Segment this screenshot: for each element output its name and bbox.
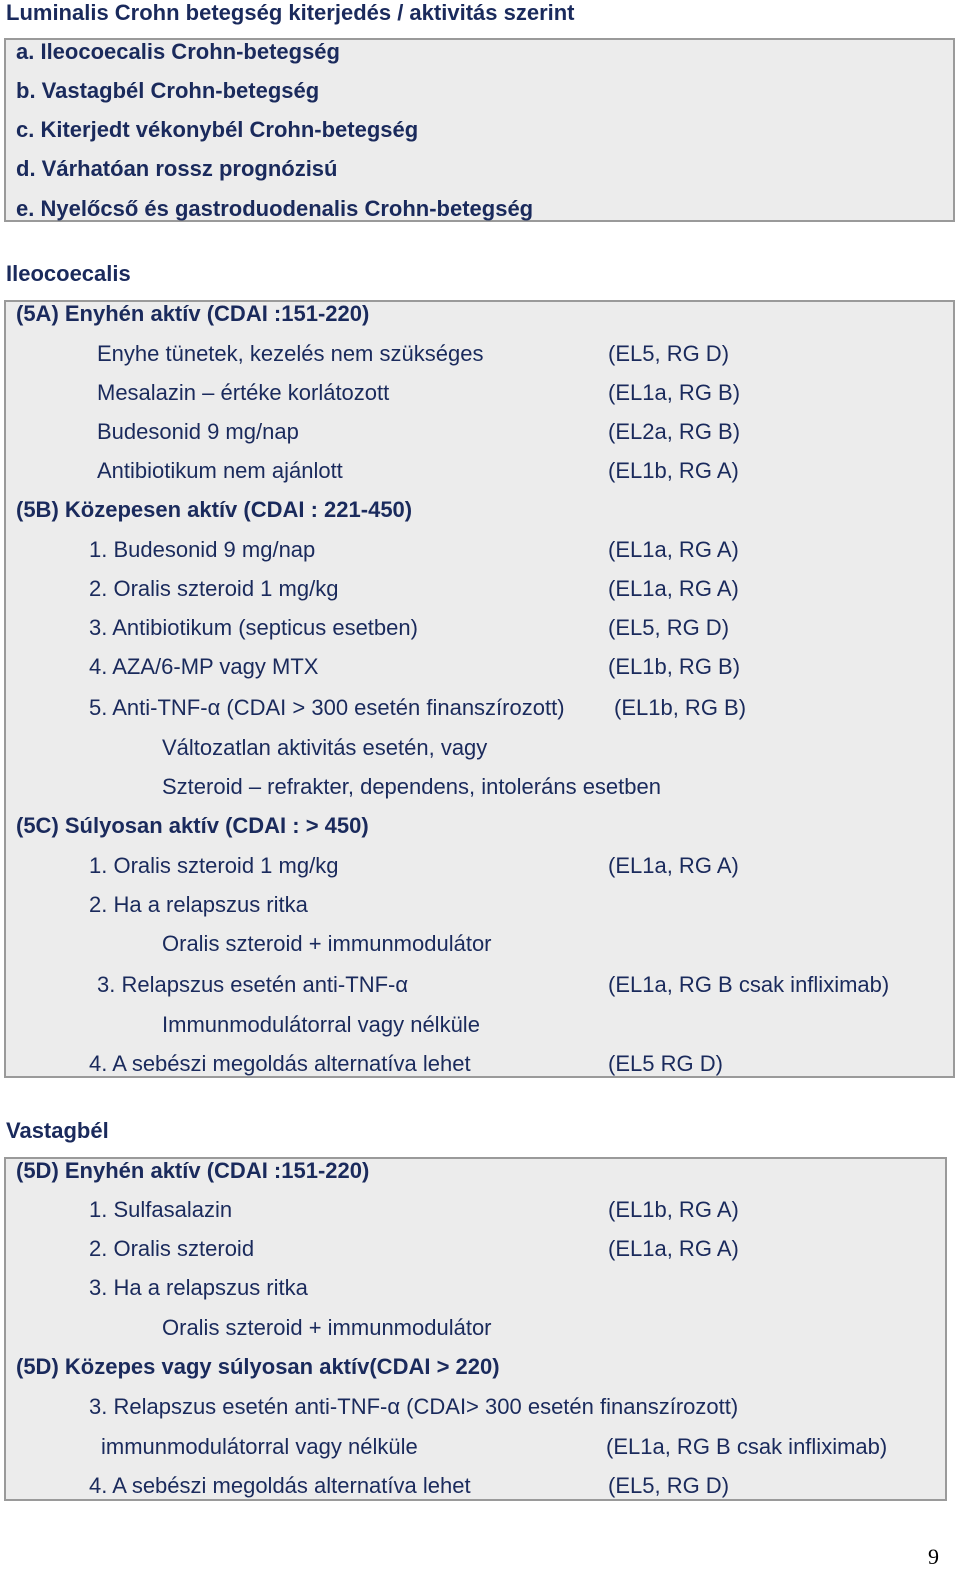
- section-heading-vastagbel: Vastagbél: [6, 1118, 109, 1143]
- row-5b-3: 3. Antibiotikum (septicus esetben): [89, 615, 418, 640]
- ref-5c-1: (EL1a, RG A): [608, 853, 739, 878]
- row-5c-2-sub: Oralis szteroid + immunmodulátor: [162, 931, 492, 956]
- row-5d-2: 2. Oralis szteroid: [89, 1236, 255, 1261]
- row-5b-1: 1. Budesonid 9 mg/nap: [89, 537, 316, 562]
- row-5b-2: 2. Oralis szteroid 1 mg/kg: [89, 576, 339, 601]
- ref-5c-3: (EL1a, RG B csak infliximab): [608, 972, 890, 997]
- row-5b-sub-1: Változatlan aktivitás esetén, vagy: [162, 735, 488, 760]
- ref-5d-1: (EL1b, RG A): [608, 1197, 739, 1222]
- page-number: 9: [928, 1544, 939, 1569]
- row-5c-2: 2. Ha a relapszus ritka: [89, 892, 308, 917]
- row-5b-5: 5. Anti-TNF-α (CDAI > 300 esetén finanszírozott): [89, 695, 565, 720]
- ref-5a-4: (EL1b, RG A): [608, 458, 739, 483]
- page-title: Luminalis Crohn betegség kiterjedés / aktivitás szerint: [6, 0, 575, 25]
- row-5c-4: 4. A sebészi megoldás alternatíva lehet: [89, 1051, 471, 1076]
- class-item-e: e. Nyelőcső és gastroduodenalis Crohn-betegség: [16, 196, 534, 221]
- ref-5b-2: (EL1a, RG A): [608, 576, 739, 601]
- ileocoecalis-box: [4, 300, 955, 1078]
- ref-5a-2: (EL1a, RG B): [608, 380, 741, 405]
- row-5d-3: 3. Ha a relapszus ritka: [89, 1275, 308, 1300]
- row-5d-3-sub: Oralis szteroid + immunmodulátor: [162, 1315, 492, 1340]
- row-5c-1: 1. Oralis szteroid 1 mg/kg: [89, 853, 339, 878]
- heading-5c: (5C) Súlyosan aktív (CDAI : > 450): [16, 813, 369, 838]
- row-5a-2: Mesalazin – értéke korlátozott: [97, 380, 390, 405]
- heading-5d-severe: (5D) Közepes vagy súlyosan aktív(CDAI > 220): [16, 1354, 500, 1379]
- class-item-c: c. Kiterjedt vékonybél Crohn-betegség: [16, 117, 419, 142]
- row-5e-2: immunmodulátorral vagy nélküle: [101, 1434, 418, 1459]
- row-5c-3-sub: Immunmodulátorral vagy nélküle: [162, 1012, 480, 1037]
- ref-5e-2: (EL1a, RG B csak infliximab): [606, 1434, 888, 1459]
- heading-5d: (5D) Enyhén aktív (CDAI :151-220): [16, 1158, 370, 1183]
- heading-5a: (5A) Enyhén aktív (CDAI :151-220): [16, 301, 370, 326]
- ref-5b-4: (EL1b, RG B): [608, 654, 741, 679]
- section-heading-ileocoecalis: Ileocoecalis: [6, 261, 131, 286]
- ref-5c-4: (EL5 RG D): [608, 1051, 723, 1076]
- ref-5d-2: (EL1a, RG A): [608, 1236, 739, 1261]
- ref-5b-1: (EL1a, RG A): [608, 537, 739, 562]
- row-5a-4: Antibiotikum nem ajánlott: [97, 458, 343, 483]
- class-item-a: a. Ileocoecalis Crohn-betegség: [16, 39, 340, 64]
- ref-5b-5: (EL1b, RG B): [614, 695, 747, 720]
- ref-5e-3: (EL5, RG D): [608, 1473, 730, 1498]
- row-5b-4: 4. AZA/6-MP vagy MTX: [89, 654, 319, 679]
- heading-5b: (5B) Közepesen aktív (CDAI : 221-450): [16, 497, 413, 522]
- ref-5b-3: (EL5, RG D): [608, 615, 730, 640]
- ref-5a-3: (EL2a, RG B): [608, 419, 741, 444]
- row-5a-1: Enyhe tünetek, kezelés nem szükséges: [97, 341, 484, 366]
- row-5c-3: 3. Relapszus esetén anti-TNF-α: [97, 972, 409, 997]
- row-5e-1: 3. Relapszus esetén anti-TNF-α (CDAI> 300 esetén finanszírozott): [89, 1394, 739, 1419]
- class-item-d: d. Várhatóan rossz prognózisú: [16, 156, 338, 181]
- row-5b-sub-2: Szteroid – refrakter, dependens, intoleráns esetben: [162, 774, 661, 799]
- class-item-b: b. Vastagbél Crohn-betegség: [16, 78, 320, 103]
- row-5d-1: 1. Sulfasalazin: [89, 1197, 233, 1222]
- row-5a-3: Budesonid 9 mg/nap: [97, 419, 299, 444]
- ref-5a-1: (EL5, RG D): [608, 341, 730, 366]
- row-5e-3: 4. A sebészi megoldás alternatíva lehet: [89, 1473, 471, 1498]
